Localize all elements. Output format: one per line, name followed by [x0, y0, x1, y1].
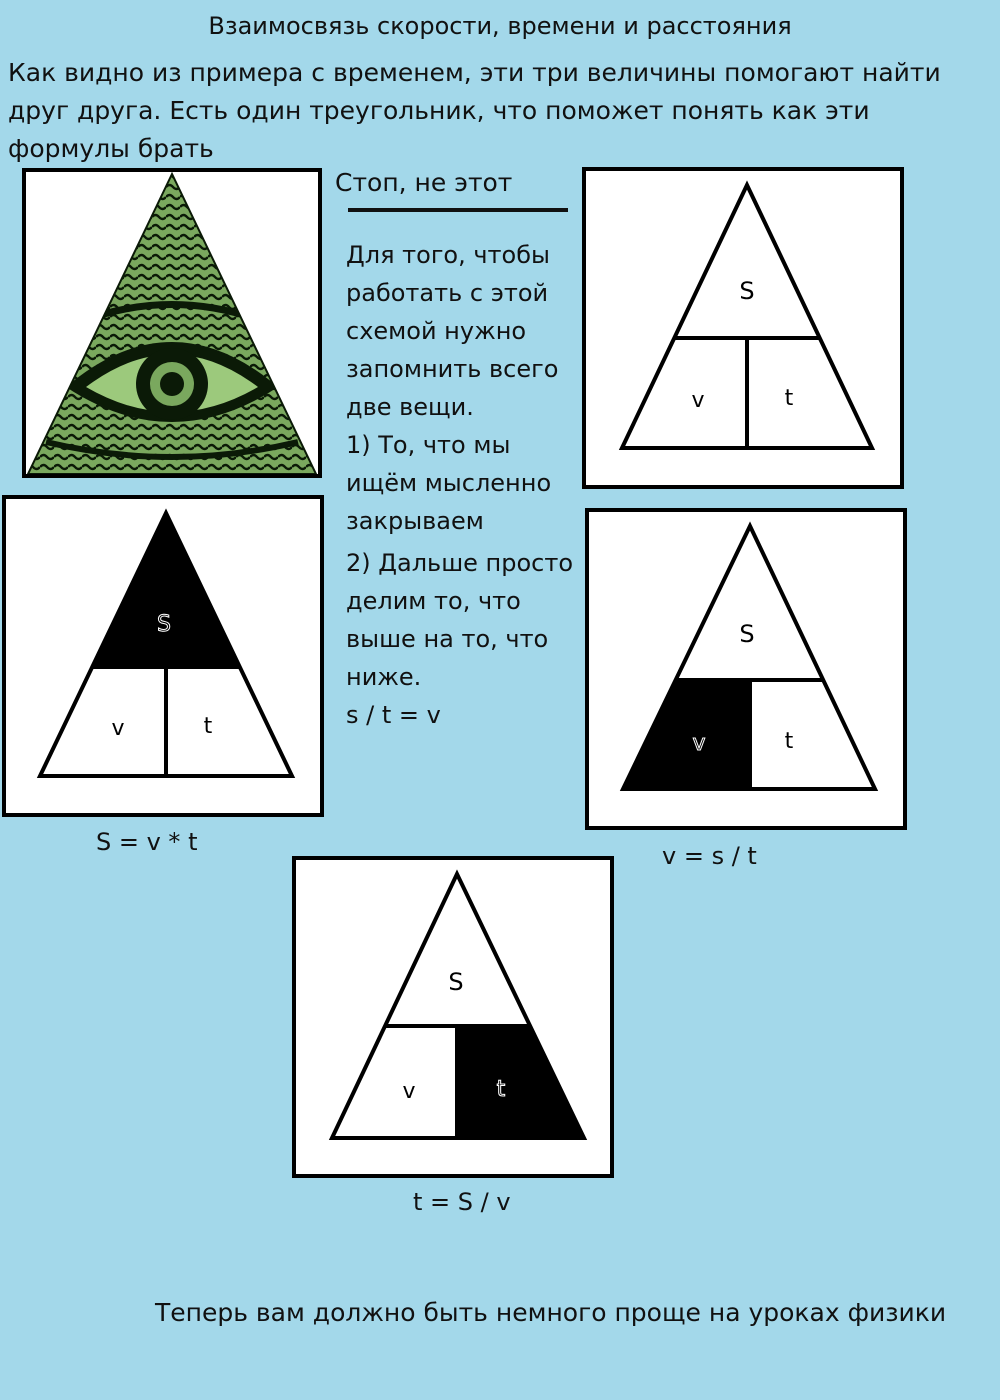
- label-s: S: [448, 968, 464, 996]
- label-s: S: [739, 277, 755, 305]
- stop-caption: Стоп, не этот: [335, 168, 513, 197]
- triangle-diagram-speed: [585, 508, 907, 830]
- illuminati-image: [22, 168, 322, 478]
- label-t: t: [496, 1077, 506, 1102]
- instruction-line: 1) То, что мы: [346, 431, 511, 459]
- page-title: Взаимосвязь скорости, времени и расстояния: [208, 12, 792, 40]
- instruction-line: Для того, чтобы: [346, 241, 550, 269]
- intro-text: Как видно из примера с временем, эти три величины помогают найти друг друга. Есть один треугольник, что поможет понять как эти формулы брать: [8, 58, 941, 163]
- footer-text: Теперь вам должно быть немного проще на уроках физики: [155, 1298, 947, 1327]
- label-v: v: [402, 1079, 416, 1104]
- label-t: t: [203, 714, 213, 739]
- formula-time: t = S / v: [413, 1188, 511, 1216]
- label-s: S: [157, 612, 171, 637]
- instruction-line: схемой нужно: [346, 317, 527, 345]
- instruction-line: ниже.: [346, 663, 422, 691]
- triangle-diagram-plain: [582, 167, 904, 489]
- triangle-diagram-distance: [2, 495, 324, 817]
- instruction-line: две вещи.: [346, 393, 474, 421]
- label-v: v: [691, 388, 705, 413]
- instruction-line: 2) Дальше просто: [346, 549, 574, 577]
- label-v: v: [111, 716, 125, 741]
- divider: [348, 208, 568, 212]
- label-t: t: [784, 729, 794, 754]
- instruction-line: выше на то, что: [346, 625, 549, 653]
- label-v: v: [692, 731, 706, 756]
- formula-speed: v = s / t: [662, 842, 757, 870]
- instruction-line: ищём мысленно: [346, 469, 552, 497]
- label-s: S: [739, 620, 755, 648]
- formula-distance: S = v * t: [96, 828, 198, 856]
- triangle-diagram-time: [292, 856, 614, 1178]
- instruction-line: работать с этой: [346, 279, 549, 307]
- instruction-line: закрываем: [346, 507, 484, 535]
- label-t: t: [784, 386, 794, 411]
- instruction-line: s / t = v: [346, 701, 441, 729]
- eye-of-providence-pyramid-icon: [26, 172, 318, 474]
- instruction-line: делим то, что: [346, 587, 521, 615]
- instruction-line: запомнить всего: [346, 355, 559, 383]
- instructions: [346, 236, 596, 734]
